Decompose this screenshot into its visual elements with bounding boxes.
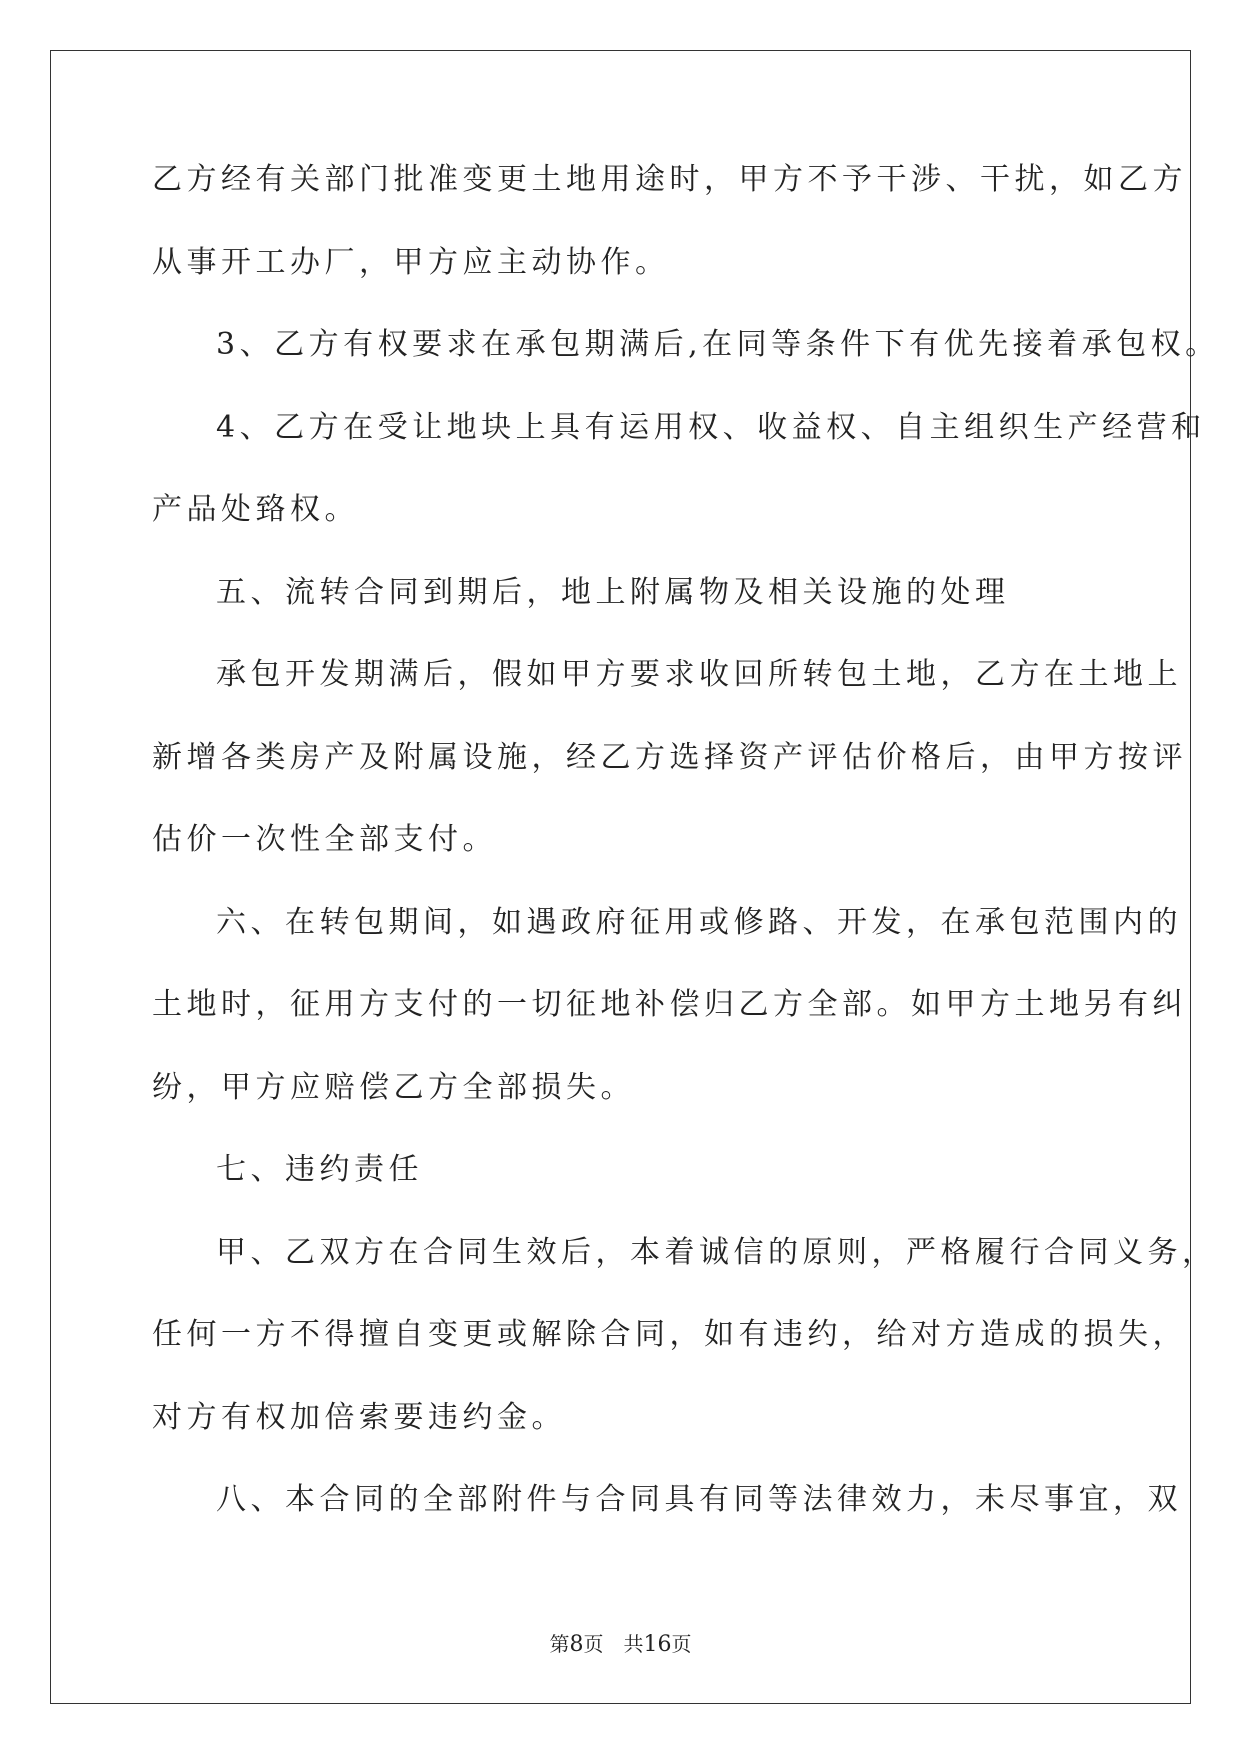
text-line: 估价一次性全部支付。 (152, 822, 497, 857)
total-pages: 16 (643, 1632, 672, 1657)
page-number: 8 (569, 1632, 584, 1657)
text-line: 甲、乙双方在合同生效后，本着诚信的原则，严格履行合同义务， (216, 1234, 1217, 1270)
text-line: 产品处臵权。 (152, 492, 359, 527)
text-line: 对方有权加倍索要违约金。 (152, 1399, 566, 1435)
section-heading: 五、流转合同到期后，地上附属物及相关设施的处理 (216, 574, 1010, 610)
text-line: 4、乙方在受让地块上具有运用权、收益权、自主组织生产经营和 (216, 409, 1206, 445)
page-footer (0, 1628, 1241, 1657)
text-line: 土地时，征用方支付的一切征地补偿归乙方全部。如甲方土地另有纠 (152, 987, 1187, 1022)
text-line: 新增各类房产及附属设施，经乙方选择资产评估价格后，由甲方按评 (152, 739, 1187, 775)
text-line: 乙方经有关部门批准变更土地用途时，甲方不予干涉、干扰，如乙方 (152, 162, 1187, 197)
document-body (152, 160, 1220, 1563)
page-suffix: 页 (583, 1632, 604, 1656)
text-line: 任何一方不得擅自变更或解除合同，如有违约，给对方造成的损失， (152, 1317, 1187, 1352)
text-line: 承包开发期满后，假如甲方要求收回所转包土地，乙方在土地上 (216, 657, 1182, 692)
total-suffix: 页 (671, 1632, 692, 1656)
text-line: 八、本合同的全部附件与合同具有同等法律效力，未尽事宜，双 (216, 1482, 1182, 1517)
page-prefix: 第 (549, 1632, 570, 1656)
text-line: 3、乙方有权要求在承包期满后,在同等条件下有优先接着承包权。 (216, 327, 1220, 362)
text-line: 六、在转包期间，如遇政府征用或修路、开发，在承包范围内的 (216, 904, 1182, 940)
total-prefix: 共 (623, 1632, 644, 1656)
section-heading: 七、违约责任 (216, 1152, 423, 1187)
text-line: 从事开工办厂，甲方应主动协作。 (152, 244, 670, 280)
text-line: 纷，甲方应赔偿乙方全部损失。 (152, 1069, 635, 1105)
